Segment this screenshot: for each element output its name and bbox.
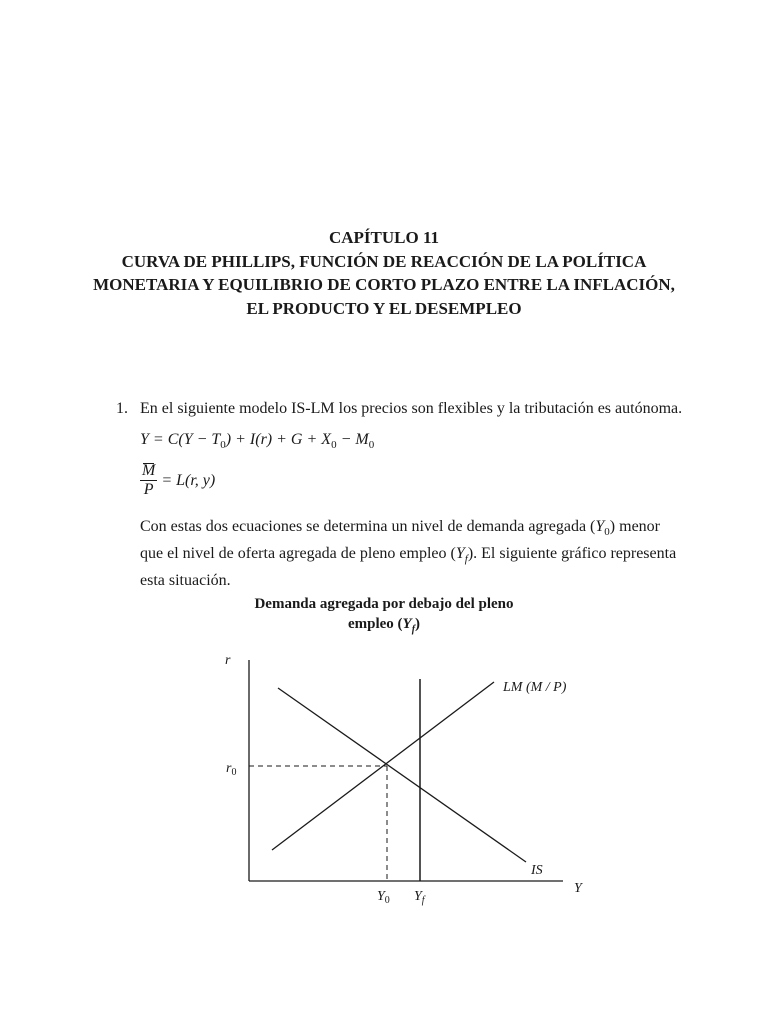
item-statement: En el siguiente modelo IS-LM los precios son flexibles y la tributación es autónoma. xyxy=(140,400,683,417)
paragraph-line-3: esta situación. xyxy=(140,572,231,590)
figure-title-line-2: empleo $(Y_f)$ xyxy=(347,616,421,635)
y-axis-label: Y xyxy=(574,881,582,896)
fraction-denominator: P xyxy=(143,481,154,498)
lm-label: LM (M / P) xyxy=(503,680,567,695)
r0-label: $r_0$ xyxy=(226,761,237,778)
lm-equation-rhs: = L(r, y) xyxy=(161,471,216,489)
chapter-title-line-3: EL PRODUCTO Y EL DESEMPLEO xyxy=(246,298,522,318)
eq1-part-a: Y = C(Y − T xyxy=(140,431,221,448)
chapter-title-line-2: MONETARIA Y EQUILIBRIO DE CORTO PLAZO ENTRE LA INFLACIÓN, xyxy=(93,275,675,294)
y0-label: $Y_0$ xyxy=(377,889,390,906)
chapter-number: CAPÍTULO 11 xyxy=(328,228,440,247)
is-curve xyxy=(278,688,526,862)
is-label: IS xyxy=(531,863,543,878)
fraction-numerator: M xyxy=(142,462,156,479)
eq1-part-b: ) + I(r) + G + X xyxy=(225,431,332,448)
eq1-sub-1: 0 xyxy=(220,439,226,452)
paragraph-line-1: Con estas dos ecuaciones se determina un nivel de demanda agregada $(Y_0)$ menor xyxy=(140,518,660,539)
yf-label: $Y_f$ xyxy=(414,889,425,906)
eq1-part-c: − M xyxy=(336,431,369,448)
eq1-sub-3: 0 xyxy=(368,439,375,452)
figure-title-line-1: Demanda agregada por debajo del pleno xyxy=(254,596,514,612)
paragraph-line-2: que el nivel de oferta agregada de pleno empleo $(Y_f)$. El siguiente gráfico representa xyxy=(140,545,677,566)
chapter-title-line-1: CURVA DE PHILLIPS, FUNCIÓN DE REACCIÓN DE LA POLÍTICA xyxy=(121,251,647,271)
item-number: 1. xyxy=(116,400,128,417)
r-axis-label: r xyxy=(225,653,231,668)
eq1-sub-2: 0 xyxy=(331,439,337,452)
